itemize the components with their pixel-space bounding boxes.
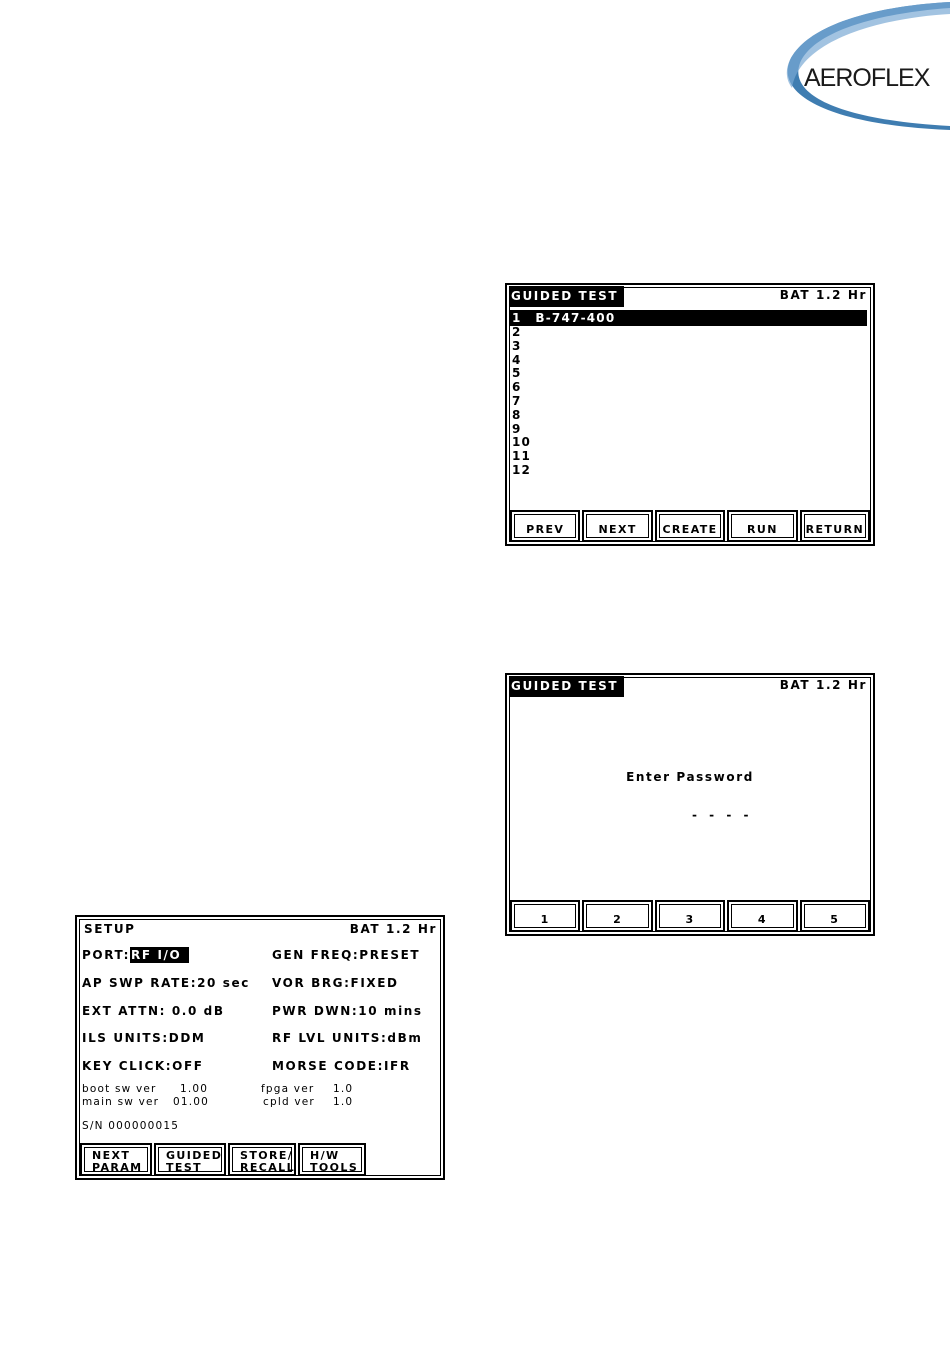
screen-title: SETUP bbox=[84, 922, 136, 936]
screen-title: GUIDED TEST bbox=[509, 286, 624, 307]
list-item[interactable]: 10 bbox=[512, 435, 532, 450]
battery-status: BAT 1.2 Hr bbox=[779, 288, 867, 302]
ils-units-param[interactable]: ILS UNITS:DDM bbox=[82, 1031, 206, 1045]
prev-button[interactable]: PREV bbox=[510, 510, 580, 542]
guided-test-list-screen bbox=[505, 283, 875, 546]
list-item[interactable]: 11 bbox=[512, 449, 532, 464]
softkey-bar bbox=[80, 1143, 366, 1176]
rf-lvl-units-param[interactable]: RF LVL UNITS:dBm bbox=[272, 1031, 423, 1045]
password-field[interactable]: - - - - bbox=[692, 808, 753, 822]
next-button[interactable]: NEXT bbox=[582, 510, 652, 542]
battery-status: BAT 1.2 Hr bbox=[779, 678, 867, 692]
serial-number: S/N 000000015 bbox=[82, 1120, 180, 1132]
password-prompt: Enter Password bbox=[626, 770, 754, 784]
digit-1-button[interactable]: 1 bbox=[510, 900, 580, 932]
list-item[interactable]: 6 bbox=[512, 380, 522, 395]
digit-5-button[interactable]: 5 bbox=[800, 900, 870, 932]
guided-test-password-screen bbox=[505, 673, 875, 936]
fpga-version: fpga ver 1.0 bbox=[261, 1083, 354, 1095]
main-sw-version: main sw ver 01.00 bbox=[82, 1096, 210, 1108]
aeroflex-logo bbox=[770, 0, 950, 140]
digit-2-button[interactable]: 2 bbox=[582, 900, 652, 932]
cpld-version: cpld ver 1.0 bbox=[263, 1096, 354, 1108]
list-item[interactable]: 9 bbox=[512, 421, 522, 436]
next-param-button[interactable]: NEXT PARAM bbox=[80, 1143, 152, 1176]
list-item[interactable]: 4 bbox=[512, 352, 522, 367]
run-button[interactable]: RUN bbox=[727, 510, 797, 542]
morse-code-param[interactable]: MORSE CODE:IFR bbox=[272, 1059, 411, 1073]
digit-3-button[interactable]: 3 bbox=[655, 900, 725, 932]
setup-screen bbox=[75, 915, 445, 1180]
store-recall-button[interactable]: STORE/ RECALL bbox=[228, 1143, 296, 1176]
screen-title: GUIDED TEST bbox=[509, 676, 624, 697]
vor-brg-param[interactable]: VOR BRG:FIXED bbox=[272, 976, 399, 990]
svg-text:AEROFLEX: AEROFLEX bbox=[804, 64, 930, 92]
port-value[interactable]: RF I/O bbox=[130, 947, 189, 963]
port-param[interactable]: PORT:RF I/O bbox=[82, 948, 189, 962]
gen-freq-param[interactable]: GEN FREQ:PRESET bbox=[272, 948, 421, 962]
softkey-bar bbox=[510, 510, 870, 542]
softkey-bar bbox=[510, 900, 870, 932]
list-item[interactable]: 12 bbox=[512, 462, 532, 477]
list-item[interactable]: 7 bbox=[512, 393, 522, 408]
list-item[interactable]: 2 bbox=[512, 325, 522, 339]
list-item[interactable]: 3 bbox=[512, 338, 522, 353]
create-button[interactable]: CREATE bbox=[655, 510, 725, 542]
list-item[interactable]: 8 bbox=[512, 407, 522, 422]
battery-status: BAT 1.2 Hr bbox=[349, 922, 437, 936]
aeroflex-logo-mark bbox=[770, 0, 950, 140]
ext-attn-param[interactable]: EXT ATTN: 0.0 dB bbox=[82, 1004, 225, 1018]
guided-test-button[interactable]: GUIDED TEST bbox=[154, 1143, 226, 1176]
key-click-param[interactable]: KEY CLICK:OFF bbox=[82, 1059, 204, 1073]
test-list bbox=[510, 310, 867, 478]
list-item[interactable]: 1 B-747-400 bbox=[510, 310, 867, 326]
digit-4-button[interactable]: 4 bbox=[727, 900, 797, 932]
ap-swp-rate-param[interactable]: AP SWP RATE:20 sec bbox=[82, 976, 250, 990]
boot-sw-version: boot sw ver 1.00 bbox=[82, 1083, 209, 1095]
return-button[interactable]: RETURN bbox=[800, 510, 870, 542]
hw-tools-button[interactable]: H/W TOOLS bbox=[298, 1143, 366, 1176]
pwr-dwn-param[interactable]: PWR DWN:10 mins bbox=[272, 1004, 423, 1018]
list-item[interactable]: 5 bbox=[512, 366, 522, 381]
